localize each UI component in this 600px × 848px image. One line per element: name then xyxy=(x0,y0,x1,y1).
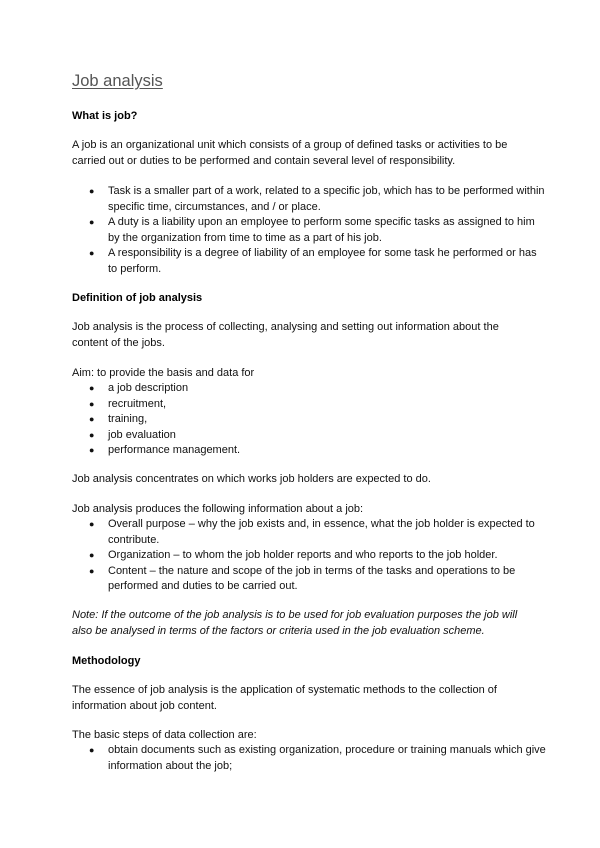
bullet-icon: ● xyxy=(89,186,95,196)
list-item: ● A responsibility is a degree of liability of an employee for some task he performed or has to perform. xyxy=(89,247,537,275)
list-item: ● A duty is a liability upon an employee to perform some specific tasks as assigned to him by the organization from time to time as a part of his job. xyxy=(89,216,535,244)
bullet-icon: ● xyxy=(89,398,95,409)
information-list xyxy=(89,517,548,595)
list-item: ● obtain documents such as existing organization, procedure or training manuals which give information about the job; xyxy=(89,744,546,772)
list-item: ● Content – the nature and scope of the job in terms of the tasks and operations to be performed and duties to be carried out. xyxy=(89,564,516,592)
page-title: Job analysis xyxy=(72,72,163,90)
bullet-icon: ● xyxy=(89,565,95,576)
heading-methodology: Methodology xyxy=(72,655,141,667)
bullet-icon: ● xyxy=(89,414,95,424)
bullet-icon: ● xyxy=(89,445,95,455)
list-item: ● Organization – to whom the job holder reports and who reports to the job holder. xyxy=(108,548,548,564)
list-item: ● a job description xyxy=(108,381,548,397)
bullet-icon: ● xyxy=(89,248,95,258)
bullet-icon: ● xyxy=(89,519,95,529)
steps-intro: The basic steps of data collection are: xyxy=(72,729,257,741)
job-definition-paragraph: A job is an organizational unit which consists of a group of defined tasks or activities to be carried out or duties to be performed and contain several level of responsibility. xyxy=(72,139,508,167)
aim-list xyxy=(89,381,548,459)
bullet-icon: ● xyxy=(89,383,95,393)
produces-text: Job analysis produces the following information about a job: xyxy=(72,503,364,515)
methodology-essence: The essence of job analysis is the application of systematic methods to the collection of information about job content. xyxy=(72,684,497,712)
bullet-icon: ● xyxy=(89,550,95,560)
heading-definition-job-analysis: Definition of job analysis xyxy=(72,292,203,304)
bullet-icon: ● xyxy=(89,745,95,755)
bullet-icon: ● xyxy=(89,429,95,440)
aim-text: Aim: to provide the basis and data for xyxy=(72,367,255,379)
bullet-icon: ● xyxy=(89,217,95,227)
list-item: ● performance management. xyxy=(108,443,548,459)
list-item: ● Task is a smaller part of a work, related to a specific job, which has to be performed within specific time, circumstances, and / or place. xyxy=(89,185,545,213)
heading-what-is-job: What is job? xyxy=(72,110,138,122)
concentrates-text: Job analysis concentrates on which works job holders are expected to do. xyxy=(72,473,431,485)
list-item: ● training, xyxy=(108,412,548,428)
list-item: ● recruitment, xyxy=(108,397,548,413)
job-analysis-definition: Job analysis is the process of collecting, analysing and setting out information about the content of the jobs. xyxy=(72,321,499,349)
list-item: ● job evaluation xyxy=(108,428,548,444)
evaluation-note: Note: If the outcome of the job analysis is to be used for job evaluation purposes the job will also be analysed in terms of the factors or criteria used in the job evaluation scheme. xyxy=(72,609,518,637)
list-item: ● Overall purpose – why the job exists and, in essence, what the job holder is expected to contribute. xyxy=(89,518,535,546)
steps-list xyxy=(89,743,548,774)
job-components-list xyxy=(89,184,548,277)
